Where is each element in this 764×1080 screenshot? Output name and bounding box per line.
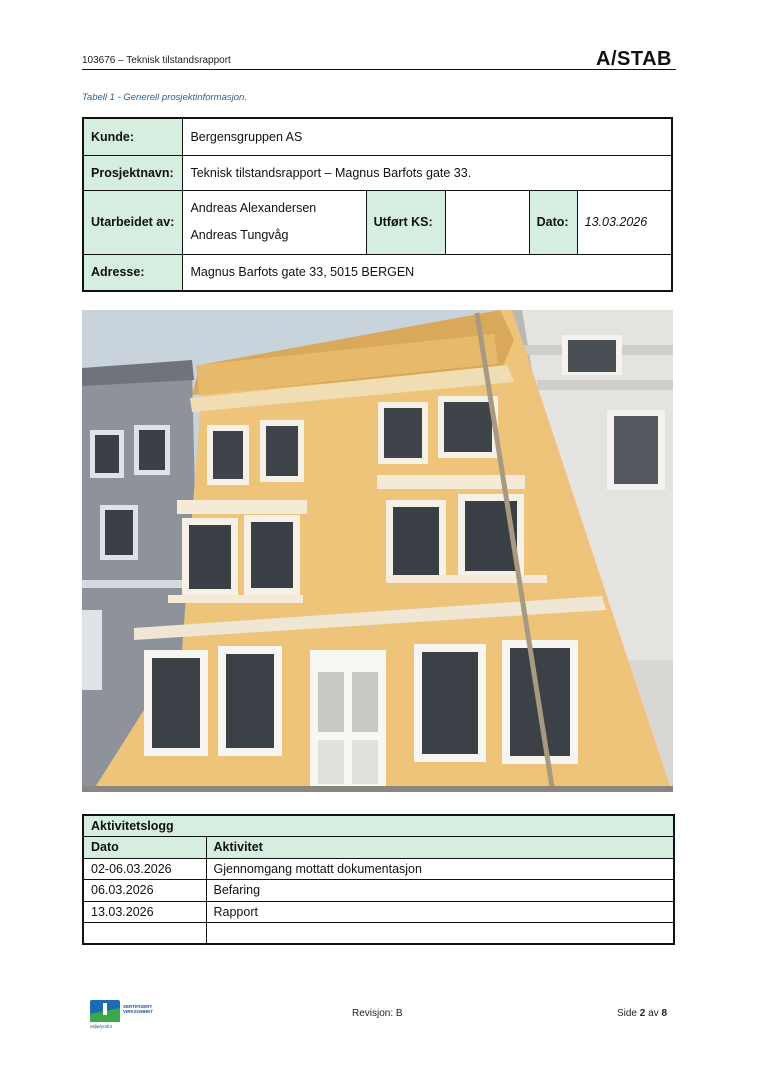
table-row (83, 901, 674, 923)
adresse-value: Magnus Barfots gate 33, 5015 BERGEN (183, 254, 672, 291)
row-prosjektnavn (83, 155, 672, 190)
table-caption: Tabell 1 - Generell prosjektinformasjon. (82, 92, 247, 103)
author-name: Andreas Alexandersen (190, 201, 317, 215)
table-row (83, 880, 674, 902)
adresse-label: Adresse: (83, 254, 183, 291)
prosjektnavn-label: Prosjektnavn: (83, 155, 183, 190)
cert-brand: Miljøfyrtårn (90, 1024, 113, 1029)
utarbeidet-values (183, 190, 366, 254)
table-row (83, 923, 674, 945)
row-aktivitet: Befaring (206, 880, 674, 902)
row-dato: 06.03.2026 (83, 880, 206, 902)
utfort-ks-label: Utført KS: (366, 190, 446, 254)
activity-log-header-row (83, 837, 674, 859)
activity-log-title-row (83, 815, 674, 837)
dato-label: Dato: (529, 190, 577, 254)
row-kunde (83, 118, 672, 155)
page-number: Side 2 av 8 (616, 1008, 667, 1019)
activity-log-title: Aktivitetslogg (83, 815, 674, 837)
miljofyrtarn-certificate-logo (90, 1000, 170, 1030)
building-illustration (82, 310, 673, 792)
kunde-label: Kunde: (83, 118, 183, 155)
utfort-ks-value (446, 190, 529, 254)
astab-logo: A/STAB (596, 48, 672, 70)
utarbeidet-label: Utarbeidet av: (83, 190, 183, 254)
project-info-table (82, 117, 673, 292)
lighthouse-icon (90, 1000, 120, 1022)
building-photo (82, 310, 673, 792)
row-aktivitet: Rapport (206, 901, 674, 923)
row-dato: 13.03.2026 (83, 901, 206, 923)
row-aktivitet: Gjennomgang mottatt dokumentasjon (206, 858, 674, 880)
column-header-aktivitet: Aktivitet (206, 837, 674, 859)
kunde-value: Bergensgruppen AS (183, 118, 672, 155)
row-dato (83, 923, 206, 945)
row-adresse (83, 254, 672, 291)
document-title: 103676 – Teknisk tilstandsrapport (82, 55, 231, 66)
row-dato: 02-06.03.2026 (83, 858, 206, 880)
author-name: Andreas Tungvåg (190, 228, 289, 242)
table-row (83, 858, 674, 880)
cert-text: SERTIFISERT VIRKSOMHET (123, 1004, 154, 1014)
revision-label: Revisjon: B (352, 1008, 403, 1019)
page-header (82, 46, 676, 70)
activity-log-table (82, 814, 675, 945)
dato-value: 13.03.2026 (577, 190, 672, 254)
prosjektnavn-value: Teknisk tilstandsrapport – Magnus Barfots gate 33. (183, 155, 672, 190)
row-utarbeidet (83, 190, 672, 254)
column-header-dato: Dato (83, 837, 206, 859)
row-aktivitet (206, 923, 674, 945)
